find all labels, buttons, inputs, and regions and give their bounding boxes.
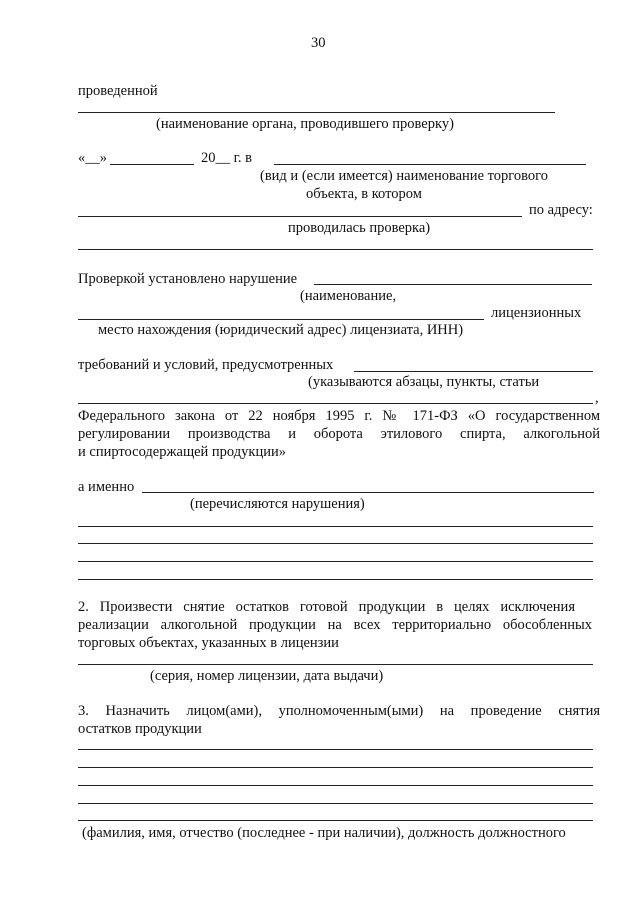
- articles-blank-line: [78, 403, 593, 404]
- requirements-blank-line: [354, 371, 593, 372]
- articles-caption: (указываются абзацы, пункты, статьи: [308, 374, 540, 390]
- law-line-3: и спиртосодержащей продукции»: [78, 444, 286, 460]
- date-year-label: 20__ г. в: [201, 150, 253, 166]
- violation-found-label: Проверкой установлено нарушение: [78, 271, 298, 287]
- item3-line-2: остатков продукции: [78, 721, 202, 737]
- law-line-1: Федерального закона от 22 ноября 1995 г. № 171-ФЗ «О государственном: [78, 408, 600, 424]
- item2-line-2: реализации алкогольной продукции на всех территориально обособленных: [78, 617, 592, 633]
- item2-line-3: торговых объектах, указанных в лицензии: [78, 635, 339, 651]
- address-blank-line-2: [78, 249, 593, 250]
- official-caption: (фамилия, имя, отчество (последнее - при наличии), должность должностного: [82, 825, 566, 841]
- organ-caption: (наименование органа, проводившего проверку): [156, 116, 454, 132]
- violations-blank-line-2: [78, 543, 593, 544]
- namely-label: а именно: [78, 479, 135, 495]
- object-kind-blank-line: [274, 164, 586, 165]
- address-blank-line: [78, 216, 522, 217]
- official-blank-line-3: [78, 785, 593, 786]
- date-day-label: «__»: [78, 150, 107, 166]
- item3-line-1: 3. Назначить лицом(ами), уполномоченным(ыми) на проведение снятия: [78, 703, 600, 719]
- violations-blank-line-3: [78, 561, 593, 562]
- requirements-label: требований и условий, предусмотренных: [78, 357, 334, 373]
- namely-blank-line: [142, 492, 594, 493]
- violations-caption: (перечисляются нарушения): [190, 496, 365, 512]
- page-number: 30: [311, 35, 326, 51]
- location-caption: место нахождения (юридический адрес) лицензиата, ИНН): [98, 322, 464, 338]
- violations-blank-line-4: [78, 579, 593, 580]
- official-blank-line-2: [78, 767, 593, 768]
- date-month-blank-line: [110, 164, 194, 165]
- license-caption: (серия, номер лицензии, дата выдачи): [150, 668, 384, 684]
- violation-blank-line: [314, 284, 592, 285]
- by-address-label: по адресу:: [529, 202, 593, 218]
- organ-blank-line: [78, 112, 555, 113]
- license-word: лицензионных: [491, 305, 582, 321]
- check-caption: проводилась проверка): [288, 220, 431, 236]
- comma-mark: ,: [595, 390, 599, 406]
- object-kind-caption: (вид и (если имеется) наименование торгового: [260, 168, 548, 184]
- object-kind-caption-2: объекта, в котором: [306, 186, 422, 202]
- item2-line-1: 2. Произвести снятие остатков готовой продукции в целях исключения: [78, 599, 575, 615]
- conducted-label: проведенной: [78, 83, 158, 99]
- licensee-blank-line: [78, 319, 484, 320]
- official-blank-line-5: [78, 820, 593, 821]
- license-blank-line: [78, 664, 593, 665]
- law-line-2: регулировании производства и оборота этилового спирта, алкогольной: [78, 426, 600, 442]
- name-caption: (наименование,: [300, 288, 397, 304]
- official-blank-line-1: [78, 749, 593, 750]
- violations-blank-line-1: [78, 526, 593, 527]
- official-blank-line-4: [78, 803, 593, 804]
